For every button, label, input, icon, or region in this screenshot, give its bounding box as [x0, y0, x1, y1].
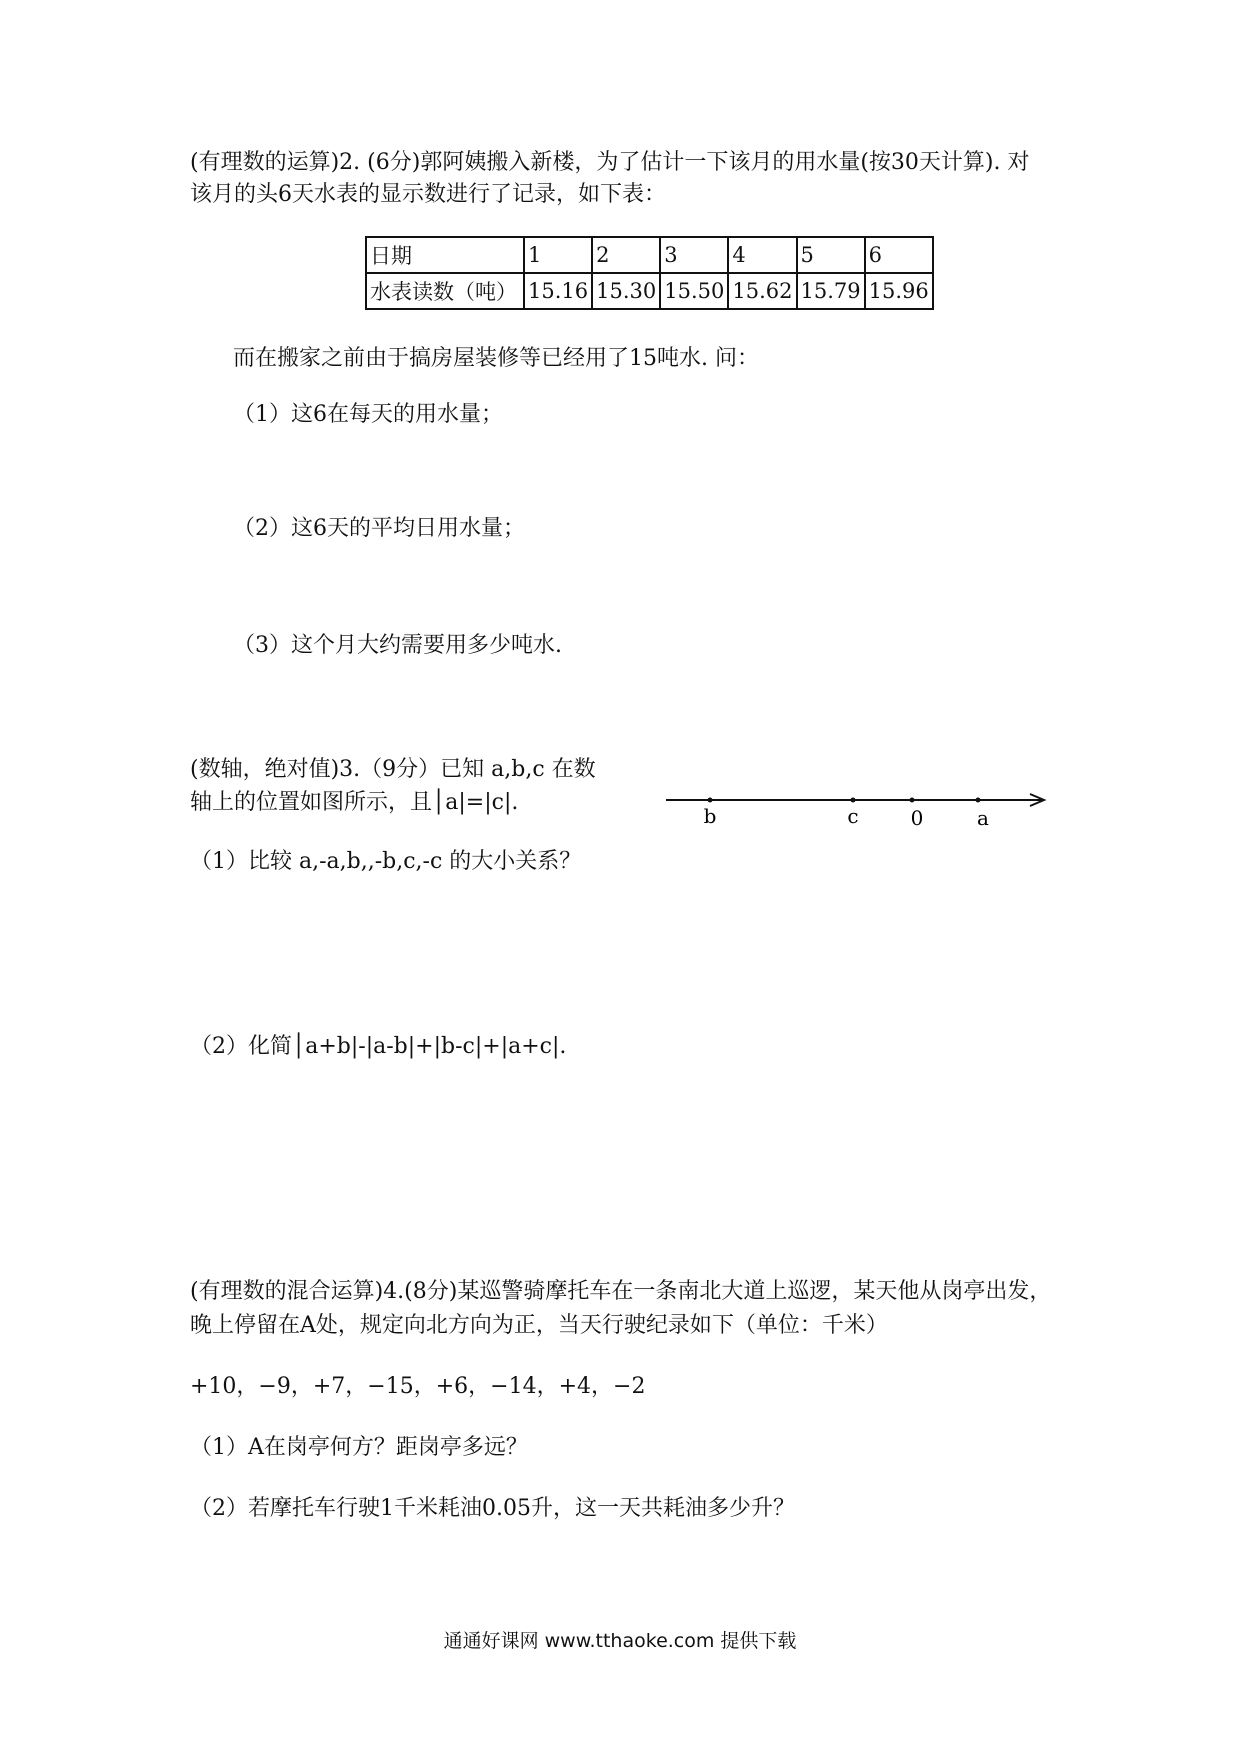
table-header-date: 日期 [366, 237, 524, 273]
table-cell-day: 2 [592, 237, 660, 273]
table-header-reading: 水表读数（吨） [366, 273, 524, 309]
q2-note: 而在搬家之前由于搞房屋装修等已经用了15吨水. 问： [233, 346, 759, 371]
table-cell-reading: 15.16 [524, 273, 592, 309]
point-b [708, 798, 713, 803]
q4-subquestion-2: （2）若摩托车行驶1千米耗油0.05升，这一天共耗油多少升？ [190, 1496, 795, 1521]
q4-intro-line1: (有理数的混合运算)4.(8分)某巡警骑摩托车在一条南北大道上巡逻，某天他从岗亭出发， [190, 1279, 1052, 1304]
table-row [366, 273, 933, 309]
label-c: c [847, 804, 859, 828]
q2-intro-line1: (有理数的运算)2. (6分)郭阿姨搬入新楼，为了估计一下该月的用水量(按30天计算). 对 [190, 150, 1030, 175]
table-cell-day: 1 [524, 237, 592, 273]
point-zero [910, 798, 915, 803]
table-cell-day: 3 [660, 237, 728, 273]
q3-subquestion-1: （1）比较 a,-a,b,,-b,c,-c 的大小关系？ [190, 849, 582, 874]
q3-subquestion-2: （2）化简│a+b|-|a-b|+|b-c|+|a+c|. [190, 1034, 567, 1059]
number-line-figure [660, 785, 1060, 835]
table-cell-reading: 15.79 [797, 273, 865, 309]
q2-intro-line2: 该月的头6天水表的显示数进行了记录，如下表： [190, 182, 666, 207]
label-b: b [703, 804, 717, 828]
point-a [976, 798, 981, 803]
table-cell-reading: 15.96 [865, 273, 933, 309]
q2-subquestion-2: （2）这6天的平均日用水量； [233, 516, 525, 541]
label-zero: 0 [910, 806, 924, 830]
q3-intro-line2: 轴上的位置如图所示，且│a|=|c|. [190, 790, 519, 815]
table-row [366, 237, 933, 273]
label-a: a [977, 806, 989, 830]
q4-subquestion-1: （1）A在岗亭何方？距岗亭多远？ [190, 1435, 528, 1460]
q2-subquestion-3: （3）这个月大约需要用多少吨水. [233, 633, 562, 658]
page-footer: 通通好课网 www.tthaoke.com 提供下载 [443, 1630, 797, 1652]
q4-intro-line2: 晚上停留在A处，规定向北方向为正，当天行驶纪录如下（单位：千米） [190, 1313, 888, 1338]
point-c [851, 798, 856, 803]
table-cell-reading: 15.62 [728, 273, 796, 309]
water-meter-table [365, 236, 934, 310]
q3-intro-line1: (数轴，绝对值)3.（9分）已知 a,b,c 在数 [190, 757, 596, 782]
q4-records: +10，−9，+7，−15，+6，−14，+4，−2 [190, 1374, 646, 1399]
table-cell-day: 4 [728, 237, 796, 273]
table-cell-reading: 15.30 [592, 273, 660, 309]
table-cell-day: 5 [797, 237, 865, 273]
table-cell-day: 6 [865, 237, 933, 273]
q2-subquestion-1: （1）这6在每天的用水量； [233, 402, 503, 427]
table-cell-reading: 15.50 [660, 273, 728, 309]
